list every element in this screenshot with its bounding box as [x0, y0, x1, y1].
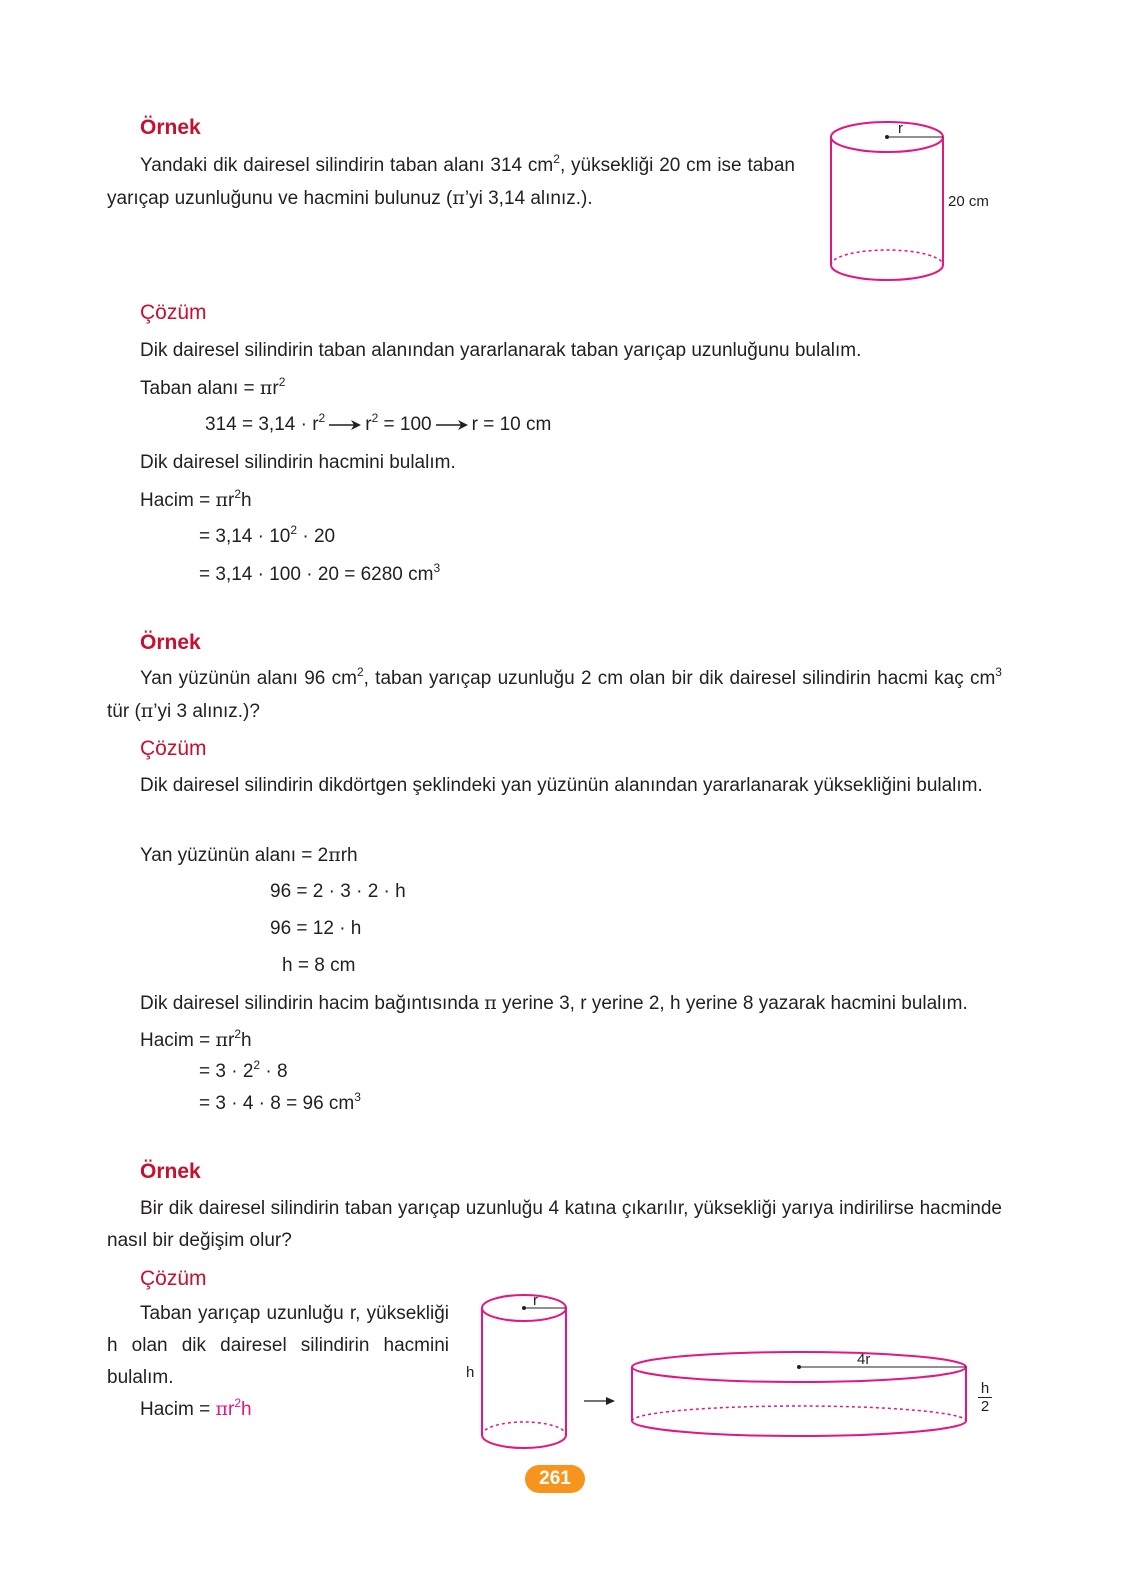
example-2-solution-line-1: Dik dairesel silindirin dikdörtgen şeklindeki yan yüzünün alanından yararlanarak yüksekliğini bulalım. — [140, 775, 983, 796]
example-3-volume-formula: Hacim = $\pi r^2h$ — [140, 1396, 252, 1420]
example-1-volume-step-1: = $3,14 \cdot 10^2 \cdot 20$ — [199, 523, 336, 547]
arrow-icon — [327, 419, 363, 431]
cylinder-figure-1 — [826, 115, 956, 290]
figure-3-left-radius-label: r — [533, 1292, 538, 1309]
page-number-badge — [525, 1465, 585, 1493]
example-1-solution-line-1: Dik dairesel silindirin taban alanından yararlanarak taban yarıçap uzunluğunu bulalım. — [140, 340, 862, 361]
example-2-equation-3: h = 8 cm — [282, 955, 356, 976]
example-1-base-area: Taban alanı = $\pi r^2$ — [140, 375, 286, 399]
example-2-solution-title: Çözüm — [140, 737, 207, 760]
page-number: 261 — [539, 1468, 571, 1489]
example-2-equation-2: 96 = 12 · h — [270, 918, 362, 939]
figure-3-right-height-label: h 2 — [978, 1380, 992, 1415]
example-2-title: Örnek — [140, 631, 201, 654]
cylinder-figure-original — [478, 1292, 573, 1462]
example-2-solution-line-2: Dik dairesel silindirin hacim bağıntısında π yerine 3, r yerine 2, h yerine 8 yazarak hacmini bulalım. — [140, 992, 968, 1014]
example-1-title: Örnek — [140, 116, 201, 139]
figure-3-left-height-label: h — [466, 1364, 475, 1381]
example-1-radius-equation: $314 = 3,14 \cdot r^2$ $r^2 = 100$ r = 10 cm — [205, 411, 552, 435]
example-2-volume-step-2: = 3 · 4 · 8 = 96 $cm^3$ — [199, 1090, 361, 1114]
example-1-volume-step-2: = 3,14 · 100 · 20 = 6280 $cm^3$ — [199, 561, 441, 585]
example-2-volume-step-1: = $3 \cdot 2^2 \cdot 8$ — [199, 1058, 288, 1082]
example-2-question: Yan yüzünün alanı 96 $cm^2$, taban yarıçap uzunluğu 2 cm olan bir dik dairesel silindirin hacmi kaç $cm^3$ tür (π’yi 3 alınız.)? — [107, 665, 1002, 722]
example-3-title: Örnek — [140, 1160, 201, 1183]
figure-1-height-label: 20 cm — [948, 193, 989, 210]
example-1-volume-formula: Hacim = $\pi r^2h$ — [140, 487, 252, 511]
figure-1-radius-label: r — [898, 120, 903, 137]
figure-3-right-radius-label: 4r — [857, 1351, 871, 1368]
example-1-question: Yandaki dik dairesel silindirin taban alanı 314 $cm^2$, yüksekliği 20 cm ise taban yarıçap uzunluğunu ve hacmini bulunuz (π’yi 3,14 alınız.). — [107, 152, 795, 209]
example-3-question: Bir dik dairesel silindirin taban yarıçap uzunluğu 4 katına çıkarılır, yüksekliği yarıya indirilirse hacminde nasıl bir değişim olur? — [107, 1198, 1002, 1251]
example-1-solution-line-2: Dik dairesel silindirin hacmini bulalım. — [140, 452, 456, 473]
example-2-lateral-area: Yan yüzünün alanı = 2πrh — [140, 844, 358, 866]
cylinder-figure-transformed — [628, 1348, 973, 1448]
example-2-equation-1: 96 = 2 · 3 · 2 · h — [270, 881, 406, 902]
example-1-solution-title: Çözüm — [140, 301, 207, 324]
transform-arrow-icon — [584, 1396, 616, 1406]
example-3-solution-paragraph: Taban yarıçap uzunluğu r, yüksekliği h olan dik dairesel silindirin hacmini bulalım. — [107, 1303, 449, 1388]
example-3-solution-title: Çözüm — [140, 1267, 207, 1290]
arrow-icon — [434, 419, 470, 431]
example-2-volume-formula: Hacim = $\pi r^2h$ — [140, 1027, 252, 1051]
